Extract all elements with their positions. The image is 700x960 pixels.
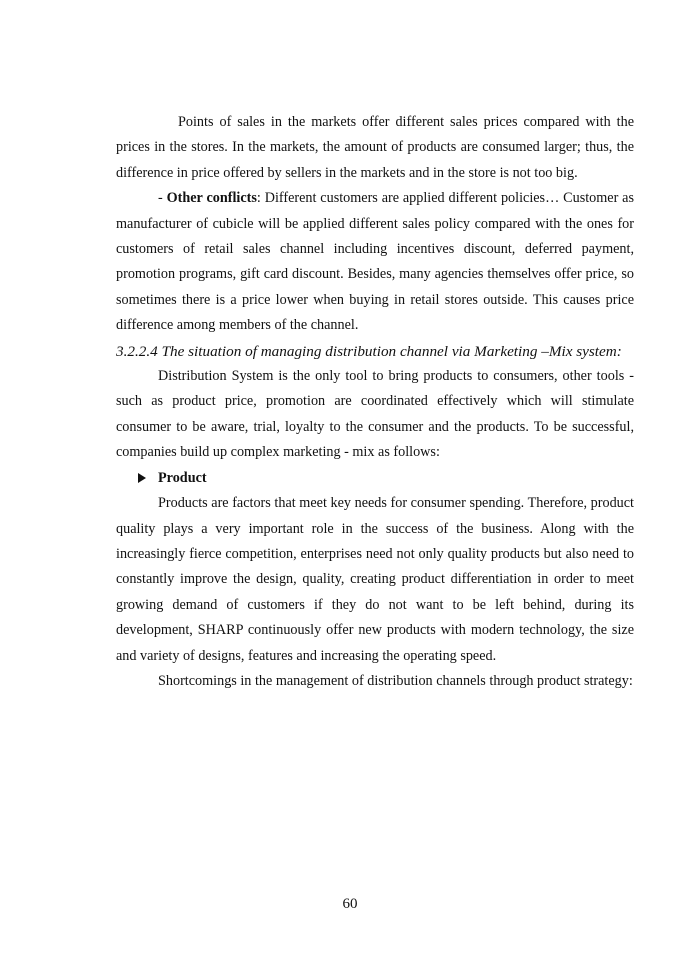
bullet-product [116,466,634,491]
paragraph-sales-points: Points of sales in the markets offer different sales prices compared with the prices in the stores. In the markets, the amount of products are consumed larger; thus, the difference in price offered by sellers in the markets and in the store is not too big. [116,114,634,181]
section-heading-marketing-mix: 3.2.2.4 The situation of managing distribution channel via Marketing –Mix system: [116,342,622,360]
document-body [116,110,634,694]
paragraph-shortcomings: Shortcomings in the management of distribution channels through product strategy: [158,672,633,689]
other-conflicts-text: : Different customers are applied different policies… Customer as manufacturer of cubicle will be applied different sales policy compared with the ones for customers of retail sales channel including incentives discount, deferred payment, promotion programs, gift card discount. Besides, many agencies themselves offer price, so sometimes there is a price lower when buying in retail stores outside. This causes price difference among members of the channel. [116,190,634,334]
paragraph-other-conflicts [116,186,634,338]
page-number: 60 [342,896,358,912]
paragraph-product: Products are factors that meet key needs for consumer spending. Therefore, product quality plays a very important role in the success of the business. Along with the increasingly fierce competition, enterprises need not only quality products but also need to constantly improve the design, quality, creating product differentiation in order to meet growing demand of customers if they do not want to be left behind, during its development, SHARP continuously offer new products with modern technology, the size and variety of designs, features and increasing the operating speed. [116,495,634,664]
other-conflicts-label: Other conflicts [166,190,257,207]
paragraph-distribution-system: Distribution System is the only tool to bring products to consumers, other tools - such as product price, promotion are coordinated effectively which will stimulate consumer to be aware, trial, loyalty to the consumer and the products. To be successful, companies build up complex marketing - mix as follows: [116,368,634,461]
dash-prefix: - [158,190,167,207]
arrow-bullet-icon [138,473,146,483]
bullet-product-label: Product [158,469,207,486]
